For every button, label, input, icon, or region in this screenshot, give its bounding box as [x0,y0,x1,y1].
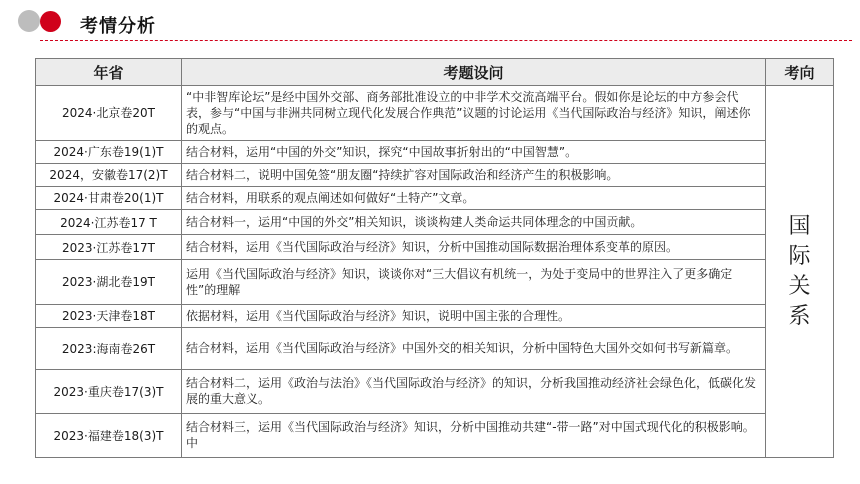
direction-cell [766,86,834,458]
table-header-row [36,59,834,86]
question-cell: 结合材料一，运用“中国的外交”相关知识，谈谈构建人类命运共同体理念的中国贡献。 [182,209,766,234]
question-cell: 结合材料三，运用《当代国际政治与经济》知识，分析中国推动共建“-带一路”对中国式现代化的积极影响。中 [182,413,766,457]
column-header-direction: 考向 [766,59,834,86]
table-row [36,327,834,369]
year-cell: 2024·广东卷19(1)T [36,140,182,163]
year-cell: 2023:海南卷26T [36,327,182,369]
year-cell: 2023·江苏卷17T [36,235,182,260]
year-cell: 2023·天津卷18T [36,304,182,327]
question-cell: 结合材料二，说明中国免签“朋友圈“持续扩容对国际政治和经济产生的积极影响。 [182,163,766,186]
question-cell: 依据材料，运用《当代国际政治与经济》知识，说明中国主张的合理性。 [182,304,766,327]
direction-char: 国 [788,213,811,239]
question-cell: 结合材料，运用《当代国际政治与经济》中国外交的相关知识，分析中国特色大国外交如何书写新篇章。 [182,327,766,369]
table-row [36,413,834,457]
table-row [36,186,834,209]
gray-circle-icon [18,10,40,32]
table-row [36,209,834,234]
table-row [36,260,834,304]
table-row [36,163,834,186]
exam-analysis-table [35,58,834,458]
table-row [36,304,834,327]
table-row [36,235,834,260]
year-cell: 2023·湖北卷19T [36,260,182,304]
table-row [36,140,834,163]
year-cell: 2023·福建卷18(3)T [36,413,182,457]
column-header-year: 年省 [36,59,182,86]
year-cell: 2024·北京卷20T [36,86,182,141]
question-cell: 结合材料，运用“中国的外交”知识，探究“中国故事折射出的“中国智慧”。 [182,140,766,163]
year-cell: 2023·重庆卷17(3)T [36,369,182,413]
question-cell: 运用《当代国际政治与经济》知识，谈谈你对“三大倡议有机统一，为处于变局中的世界注入了更多确定性”的理解 [182,260,766,304]
direction-char: 际 [788,243,811,269]
column-header-question: 考题设问 [182,59,766,86]
question-cell: “中非智库论坛”是经中国外交部、商务部批准设立的中非学术交流高端平台。假如你是论坛的中方参会代表，参与“中国与非洲共同树立现代化发展合作典范”议题的讨论运用《当代国际政治与经济》知识，阐述你的观点。 [182,86,766,141]
header-divider [40,40,852,41]
table-row [36,369,834,413]
year-cell: 2024，安徽卷17(2)T [36,163,182,186]
question-cell: 结合材料二，运用《政治与法治》《当代国际政治与经济》的知识，分析我国推动经济社会绿色化，低碳化发展的重大意义。 [182,369,766,413]
red-circle-icon [40,11,61,32]
table-row [36,86,834,141]
page-header [0,0,860,48]
year-cell: 2024·江苏卷17 T [36,209,182,234]
year-cell: 2024·甘肃卷20(1)T [36,186,182,209]
direction-char: 系 [788,303,811,329]
page-title: 考情分析 [80,16,156,37]
question-cell: 结合材料，用联系的观点阐述如何做好“土特产”文章。 [182,186,766,209]
direction-char: 关 [788,273,811,299]
question-cell: 结合材料，运用《当代国际政治与经济》知识，分析中国推动国际数据治理体系变革的原因。 [182,235,766,260]
